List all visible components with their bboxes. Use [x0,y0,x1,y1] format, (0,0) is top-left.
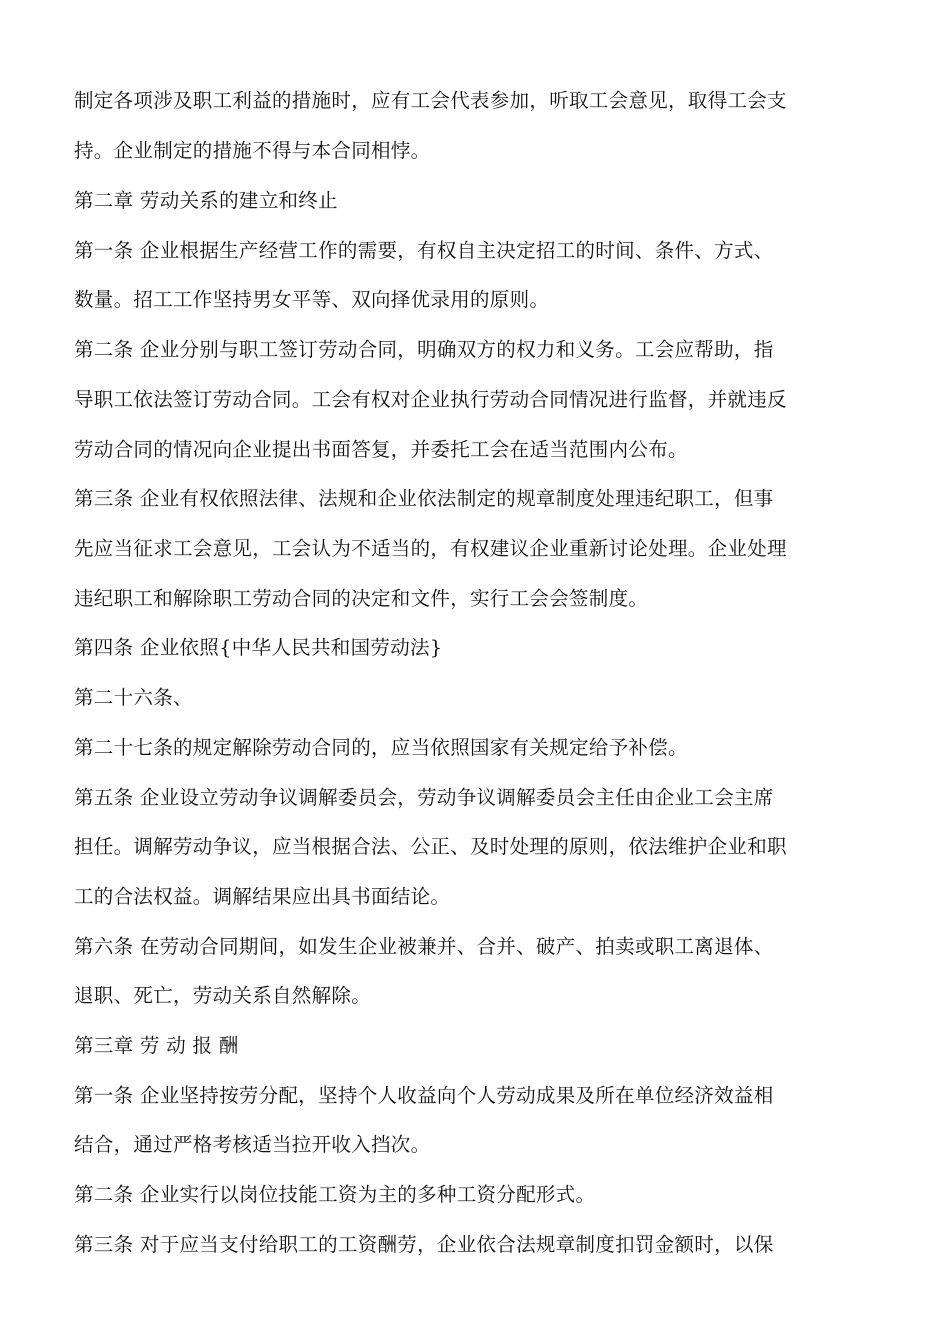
article-line: 第四条 企业依照{中华人民共和国劳动法} [74,636,443,659]
text-line: 违纪职工和解除职工劳动合同的决定和文件，实行工会会签制度。 [74,587,649,610]
text-line: 结合，通过严格考核适当拉开收入挡次。 [74,1133,431,1156]
text-line: 先应当征求工会意见，工会认为不适当的，有权建议企业重新讨论处理。企业处理 [74,537,787,560]
text-line: 工的合法权益。调解结果应出具书面结论。 [74,885,451,908]
text-line: 导职工依法签订劳动合同。工会有权对企业执行劳动合同情况进行监督，并就违反 [74,388,787,411]
article-line: 第三条 对于应当支付给职工的工资酬劳，企业依合法规章制度扣罚金额时，以保 [74,1233,774,1256]
text-line: 第二十六条、 [74,686,193,709]
chapter-heading: 第三章 劳 动 报 酬 [74,1034,239,1057]
text-line: 持。企业制定的措施不得与本合同相悖。 [74,139,431,162]
article-line: 第三条 企业有权依照法律、法规和企业依法制定的规章制度处理违纪职工，但事 [74,487,774,510]
text-line: 劳动合同的情况向企业提出书面答复，并委托工会在适当范围内公布。 [74,438,688,461]
article-line: 第二条 企业分别与职工签订劳动合同，明确双方的权力和义务。工会应帮助，指 [74,338,774,361]
text-line: 退职、死亡，劳动关系自然解除。 [74,984,372,1007]
chapter-heading: 第二章 劳动关系的建立和终止 [74,189,338,212]
text-line: 数量。招工工作坚持男女平等、双向择优录用的原则。 [74,288,550,311]
article-line: 第一条 企业坚持按劳分配，坚持个人收益向个人劳动成果及所在单位经济效益相 [74,1084,774,1107]
article-line: 第一条 企业根据生产经营工作的需要，有权自主决定招工的时间、条件、方式、 [74,239,774,262]
text-line: 制定各项涉及职工利益的措施时，应有工会代表参加，听取工会意见，取得工会支 [74,89,787,112]
text-line: 第二十七条的规定解除劳动合同的，应当依照国家有关规定给予补偿。 [74,736,688,759]
text-line: 担任。调解劳动争议，应当根据合法、公正、及时处理的原则，依法维护企业和职 [74,835,787,858]
article-line: 第五条 企业设立劳动争议调解委员会，劳动争议调解委员会主任由企业工会主席 [74,786,774,809]
article-line: 第二条 企业实行以岗位技能工资为主的多种工资分配形式。 [74,1183,596,1206]
article-line: 第六条 在劳动合同期间，如发生企业被兼并、合并、破产、拍卖或职工离退体、 [74,935,774,958]
